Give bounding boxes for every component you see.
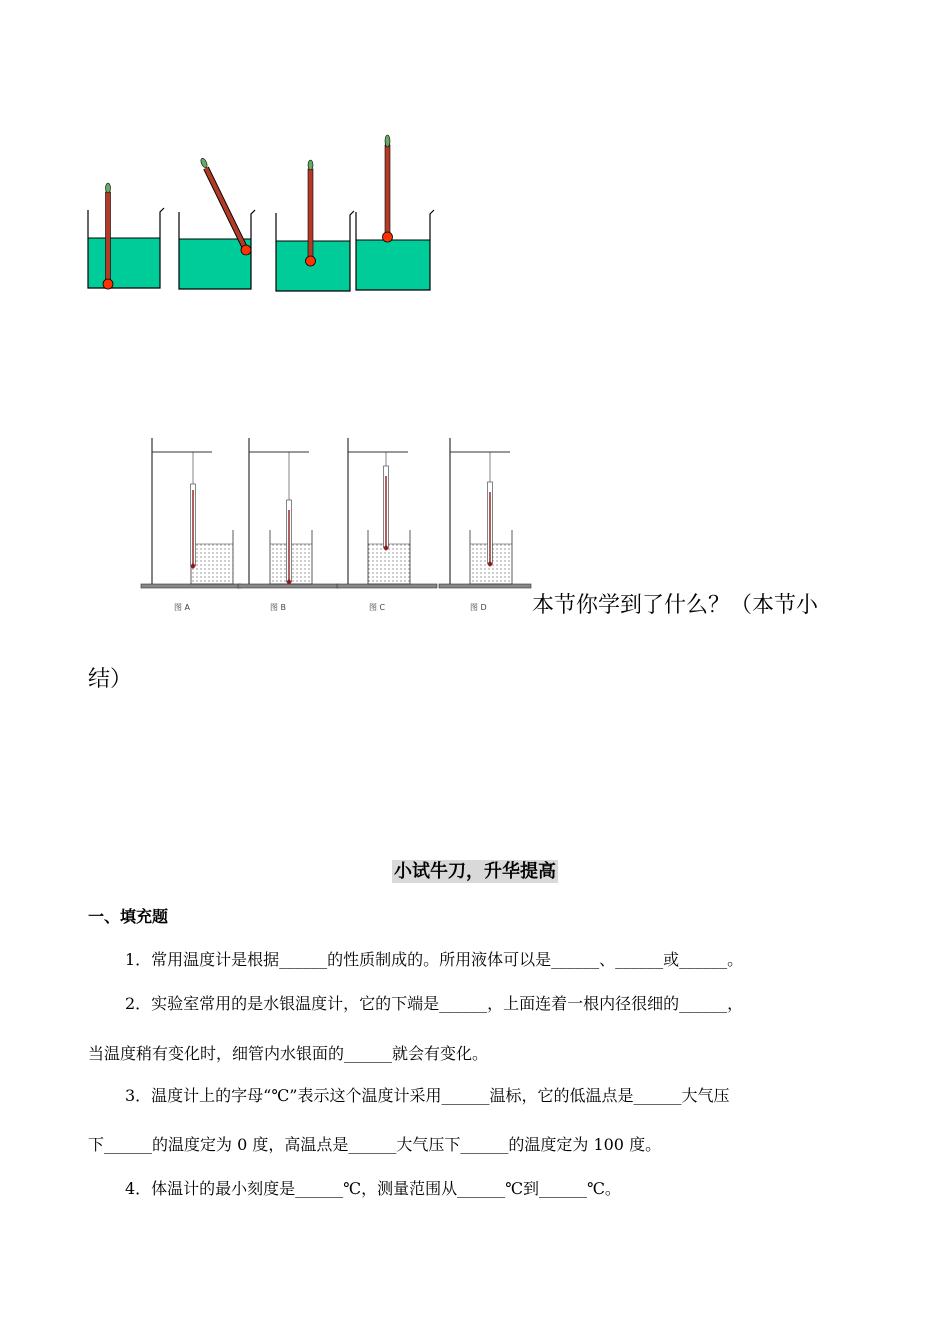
beaker-3 [276,160,354,291]
sub-heading: 一、填充题 [88,907,169,926]
beaker-2 [179,157,255,289]
question-1: 1．常用温度计是根据______的性质制成的。所用液体可以是______、______或______。 [125,950,744,969]
question-3: 3．温度计上的字母“℃”表示这个温度计采用______温标，它的低温点是______大气压 [125,1086,730,1105]
stand-c [337,438,437,612]
summary-question: 本节你学到了什么？（本节小 [532,593,819,618]
figure-label-b: 图 B [270,603,287,612]
question-3-cont: 下______的温度定为 0 度，高温点是______大气压下______的温度定为 100 度。 [88,1135,662,1154]
summary-question-cont: 结） [88,667,133,692]
question-4: 4．体温计的最小刻度是______℃，测量范围从______℃到______℃。 [125,1179,621,1198]
stand-b [238,438,338,612]
question-2-cont: 当温度稍有变化时，细管内水银面的______就会有变化。 [88,1044,489,1063]
figure-label-c: 图 C [369,603,386,612]
section-title [0,859,950,885]
beaker-thermometer-figure [80,128,440,298]
beaker-1 [88,183,164,289]
stand-thermometer-figure [136,432,536,622]
stand-d [439,438,531,612]
beaker-4 [356,135,434,290]
figure-label-d: 图 D [470,603,487,612]
figure-label-a: 图 A [174,603,191,612]
stand-a [141,438,241,612]
section-title-text: 小试牛刀，升华提高 [394,861,556,882]
question-2: 2．实验室常用的是水银温度计，它的下端是______，上面连着一根内径很细的______， [125,994,744,1013]
